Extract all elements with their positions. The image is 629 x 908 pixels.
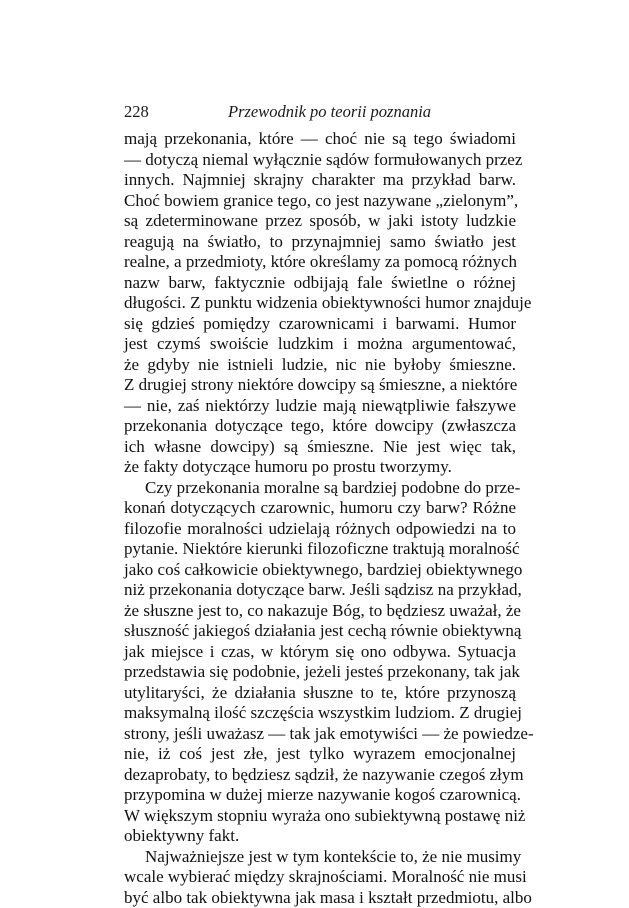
text-line: Z drugiej strony niektóre dowcipy są śmieszne, a niektóre bbox=[124, 375, 516, 396]
text-line: Choć bowiem granice tego, co jest nazywane „zielonym”, bbox=[124, 191, 516, 212]
text-line: słuszność jakiegoś działania jest cechą równie obiektywną bbox=[124, 621, 516, 642]
text-line: filozofie moralności udzielają różnych odpowiedzi na to bbox=[124, 519, 516, 540]
text-line: nie, iż coś jest złe, jest tylko wyrazem emocjonalnej bbox=[124, 744, 516, 765]
text-line: pytanie. Niektóre kierunki filozoficzne traktują moralność bbox=[124, 539, 516, 560]
text-line: strony, jeśli uważasz — tak jak emotywiści — że powiedze- bbox=[124, 724, 516, 745]
text-line: — dotyczą niemal wyłącznie sądów formułowanych przez bbox=[124, 150, 516, 171]
running-title: Przewodnik po teorii poznania bbox=[228, 102, 431, 122]
text-line: Najważniejsze jest w tym kontekście to, że nie musimy bbox=[124, 847, 516, 868]
text-line: jest czymś swoiście ludzkim i można argumentować, bbox=[124, 334, 516, 355]
text-line: są zdeterminowane przez sposób, w jaki istoty ludzkie bbox=[124, 211, 516, 232]
text-line: nazw barw, faktycznie odbijają fale świetlne o różnej bbox=[124, 273, 516, 294]
text-line: że fakty dotyczące humoru po prostu tworzymy. bbox=[124, 457, 516, 478]
text-line: utylitaryści, że działania słuszne to te, które przynoszą bbox=[124, 683, 516, 704]
text-line: przekonania dotyczące tego, które dowcipy (zwłaszcza bbox=[124, 416, 516, 437]
text-line: być albo tak obiektywna jak masa i kształt przedmiotu, albo bbox=[124, 888, 516, 908]
text-line: się gdzieś pomiędzy czarownicami i barwami. Humor bbox=[124, 314, 516, 335]
text-line: ich własne dowcipy) są śmieszne. Nie jest więc tak, bbox=[124, 437, 516, 458]
text-line: niż przekonania dotyczące barw. Jeśli sądzisz na przykład, bbox=[124, 580, 516, 601]
text-line: innych. Najmniej skrajny charakter ma przykład barw. bbox=[124, 170, 516, 191]
text-line: jako coś całkowicie obiektywnego, bardziej obiektywnego bbox=[124, 560, 516, 581]
text-line: długości. Z punktu widzenia obiektywności humor znajduje bbox=[124, 293, 516, 314]
page-number: 228 bbox=[124, 102, 149, 122]
body-text bbox=[124, 129, 516, 908]
text-line: wcale wybierać między skrajnościami. Moralność nie musi bbox=[124, 867, 516, 888]
text-line: dezaprobaty, to będziesz sądził, że nazywanie czegoś złym bbox=[124, 765, 516, 786]
text-line: że gdyby nie istnieli ludzie, nic nie byłoby śmieszne. bbox=[124, 355, 516, 376]
text-line: przedstawia się podobnie, jeżeli jesteś przekonany, tak jak bbox=[124, 662, 516, 683]
text-line: obiektywny fakt. bbox=[124, 826, 516, 847]
text-line: że słuszne jest to, co nakazuje Bóg, to będziesz uważał, że bbox=[124, 601, 516, 622]
text-line: konań dotyczących czarownic, humoru czy barw? Różne bbox=[124, 498, 516, 519]
text-line: W większym stopniu wyraża ono subiektywną postawę niż bbox=[124, 806, 516, 827]
text-line: — nie, zaś niektórzy ludzie mają niewątpliwie fałszywe bbox=[124, 396, 516, 417]
page-header bbox=[124, 102, 516, 124]
text-line: przypomina w dużej mierze nazywanie kogoś czarownicą. bbox=[124, 785, 516, 806]
text-line: jak miejsce i czas, w którym się ono odbywa. Sytuacja bbox=[124, 642, 516, 663]
text-line: reagują na światło, to przynajmniej samo światło jest bbox=[124, 232, 516, 253]
text-line: maksymalną ilość szczęścia wszystkim ludziom. Z drugiej bbox=[124, 703, 516, 724]
text-line: Czy przekonania moralne są bardziej podobne do prze- bbox=[124, 478, 516, 499]
text-line: realne, a przedmioty, które określamy za pomocą różnych bbox=[124, 252, 516, 273]
text-line: mają przekonania, które — choć nie są tego świadomi bbox=[124, 129, 516, 150]
